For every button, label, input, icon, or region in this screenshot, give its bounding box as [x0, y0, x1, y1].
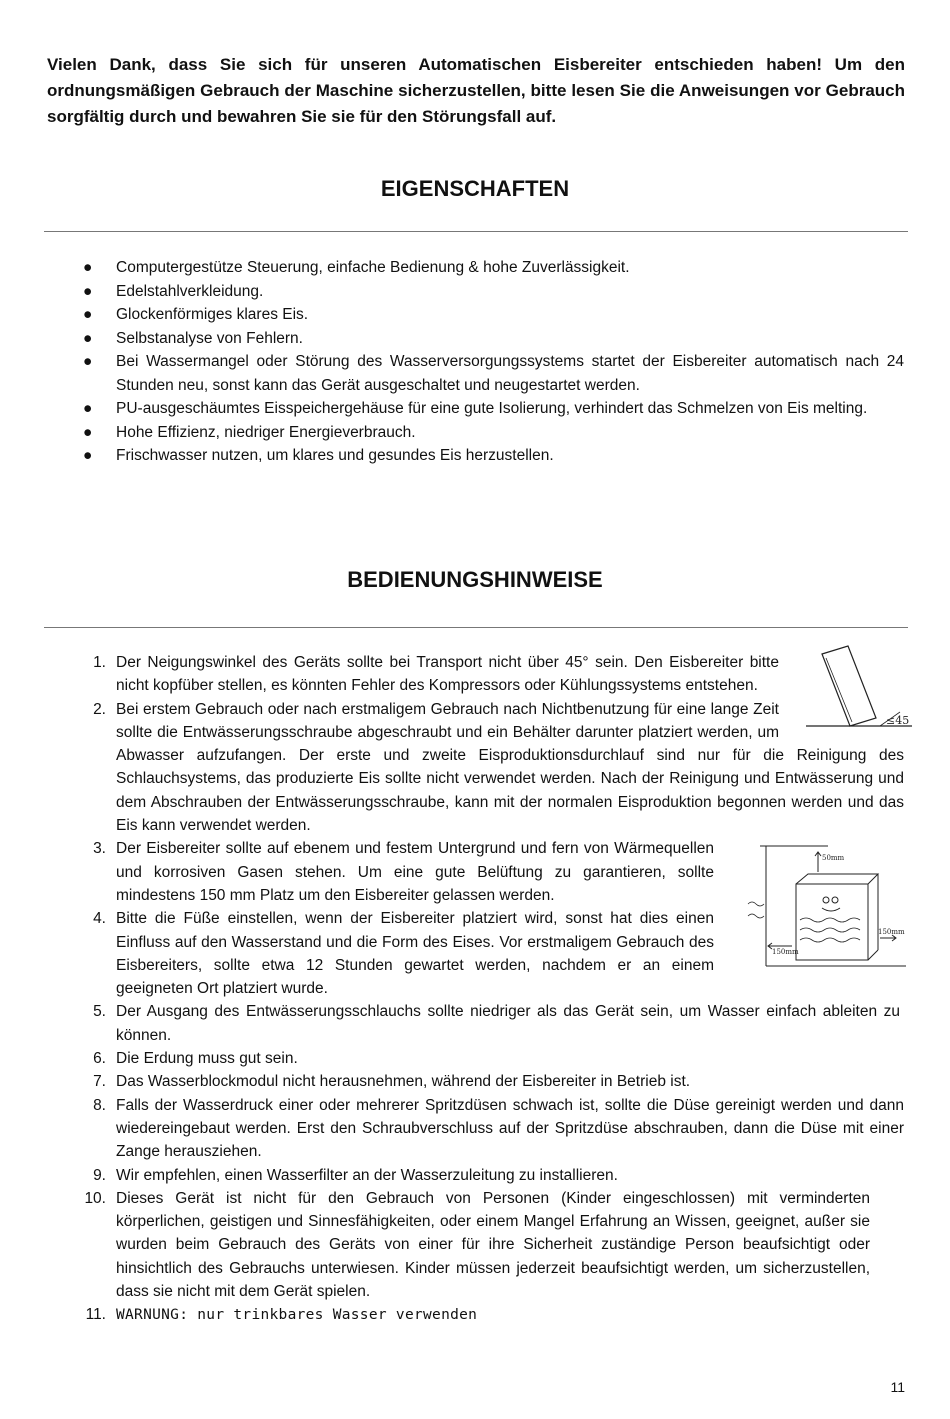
- instruction-item: 11. WARNUNG: nur trinkbares Wasser verwenden: [85, 1306, 478, 1324]
- features-list: [0, 256, 950, 468]
- instruction-item: 10. Dieses Gerät ist nicht für den Gebrauch von Personen (Kinder eingeschlossen) mit verminderten körperlichen, geistigen und Sinnesfähigkeiten, oder einem Mangel Erfahrung an Wissen, geeignet, außer sie wurden beim Gebrauch des Geräts von einer für ihre Sicherheit zuständige Person beaufsichtigt oder hinsichtlich des Gebrauchs unterwiesen. Kinder müssen jederzeit beaufsichtigt werden, um sicherzustellen, dass sie nicht mit dem Gerät spielen.: [84, 1189, 870, 1301]
- bullet-icon: ●: [83, 423, 93, 441]
- tilt-angle-illustration: [802, 640, 914, 732]
- feature-item: ● Glockenförmiges klares Eis.: [116, 303, 904, 327]
- feature-item: ● Hohe Effizienz, niedriger Energieverbrauch.: [116, 421, 904, 445]
- instruction-item: 3. Der Eisbereiter sollte auf ebenem und festem Untergrund und fern von Wärmequellen und korrosiven Gasen stehen. Um eine gute Belüftung zu garantieren, sollte mindestens 150 mm Platz um den Eisbereiter gelassen werden.: [93, 840, 714, 904]
- bullet-icon: ●: [83, 259, 93, 276]
- bullet-icon: ●: [83, 329, 93, 347]
- instruction-item: 2. Bei erstem Gebrauch oder nach erstmaligem Gebrauch nach Nichtbenutzung für eine lange Zeit sollte die Entwässerungsschraube abgeschraubt und ein Behälter darunter platziert werden, um Abwasser aufzufangen. Der erste und zweite Eisproduktionsdurchlauf sind nur für die Reinigung des Schlauchsystems, das produzierte Eis sollte nicht verwendet werden. Nach der Reinigung und Entwässerung und dem Abschrauben der Entwässerungsschraube, kann mit der normalen Eisproduktion begonnen werden und das Eis kann verwendet werden.: [93, 700, 904, 835]
- instructions-list: [0, 651, 950, 1328]
- clearance-left-label: 150mm: [772, 948, 799, 956]
- bullet-icon: ●: [83, 447, 93, 464]
- instruction-item: 4. Bitte die Füße einstellen, wenn der Eisbereiter platziert wird, sonst hat dies einen Einfluss auf den Wasserstand und die Form des Eises. Vor erstmaligem Gebrauch des Eisbereiters, sollte etwa 12 Stunden gewartet werden, nachdem er an einem geeigneten Ort platziert wurde.: [93, 910, 714, 998]
- instruction-item: 8. Falls der Wasserdruck einer oder mehrerer Spritzdüsen schwach ist, sollte die Düse gereinigt werden und dann wiedereingebaut werden. Erst den Schraubverschluss auf der Spritzdüse abschrauben, dann die Düse mit einer Zange herausziehen.: [93, 1096, 904, 1161]
- clearance-illustration: [738, 842, 908, 970]
- instructions-heading: BEDIENUNGSHINWEISE: [347, 567, 603, 592]
- instruction-item: 5. Der Ausgang des Entwässerungsschlauchs sollte niedriger als das Gerät sein, um Wasser einfach ableiten zu können.: [93, 1003, 900, 1044]
- clearance-top-label: 50mm: [822, 854, 845, 862]
- instruction-item: 7. Das Wasserblockmodul nicht herausnehmen, während der Eisbereiter in Betrieb ist.: [93, 1073, 691, 1091]
- features-divider: [44, 231, 908, 232]
- feature-item: ● Selbstanalyse von Fehlern.: [116, 327, 904, 351]
- bullet-icon: ●: [83, 400, 93, 417]
- tilt-angle-label: ≤45: [886, 714, 910, 727]
- instruction-item: 9. Wir empfehlen, einen Wasserfilter an der Wasserzuleitung zu installieren.: [93, 1166, 618, 1184]
- feature-item: ● Frischwasser nutzen, um klares und gesundes Eis herzustellen.: [116, 444, 904, 468]
- bullet-icon: ●: [83, 282, 93, 300]
- instruction-item: 6. Die Erdung muss gut sein.: [93, 1050, 298, 1068]
- page-number: 11: [890, 1379, 905, 1395]
- intro-text: Vielen Dank, dass Sie sich für unseren Automatischen Eisbereiter entschieden haben! Um den ordnungsmäßigen Gebrauch der Maschine sicherzustellen, bitte lesen Sie die Anweisungen vor Gebrauch sorgfältig durch und bewahren Sie sie für den Störungsfall auf.: [47, 55, 905, 126]
- instruction-item: 1. Der Neigungswinkel des Geräts sollte bei Transport nicht über 45° sein. Den Eisbereiter bitte nicht kopfüber stellen, es könnten Fehler des Kompressors oder Kühlungssystems entstehen.: [93, 654, 779, 695]
- feature-item: ● Bei Wassermangel oder Störung des Wasserversorgungssystems startet der Eisbereiter automatisch nach 24 Stunden neu, sonst kann das Gerät ausgeschaltet und neugestartet werden.: [116, 350, 904, 397]
- bullet-icon: ●: [83, 353, 93, 370]
- clearance-right-label: 150mm: [878, 928, 905, 936]
- feature-item: ● PU-ausgeschäumtes Eisspeichergehäuse für eine gute Isolierung, verhindert das Schmelzen von Eis melting.: [116, 397, 904, 421]
- bullet-icon: ●: [83, 306, 93, 323]
- instructions-divider: [44, 627, 908, 628]
- feature-item: ● Computergestütze Steuerung, einfache Bedienung & hohe Zuverlässigkeit.: [116, 256, 904, 280]
- feature-item: ● Edelstahlverkleidung.: [116, 280, 904, 304]
- features-heading: EIGENSCHAFTEN: [380, 176, 570, 201]
